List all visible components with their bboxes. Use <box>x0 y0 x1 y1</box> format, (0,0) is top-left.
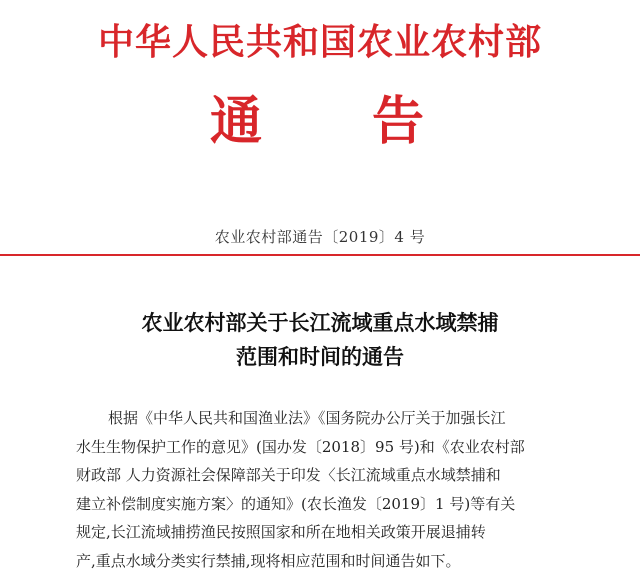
body-line: 建立补偿制度实施方案〉的通知》(农长渔发〔2019〕1 号)等有关 <box>76 494 516 513</box>
body-line: 水生生物保护工作的意见》(国办发〔2018〕95 号)和《农业农村部 <box>76 437 525 456</box>
organization-header: 中华人民共和国农业农村部 <box>97 21 542 63</box>
body-line: 根据《中华人民共和国渔业法》《国务院办公厅关于加强长江 <box>108 409 506 427</box>
document-title-line-2: 范围和时间的通告 <box>236 344 404 369</box>
document-number: 农业农村部通告〔2019〕4 号 <box>214 228 426 246</box>
notice-char-tong: 通 <box>210 91 263 152</box>
notice-char-gao: 告 <box>372 91 425 152</box>
red-divider-line <box>0 254 640 256</box>
notice-heading <box>0 92 640 152</box>
document-title-line-1: 农业农村部关于长江流域重点水域禁捕 <box>141 310 499 335</box>
body-line: 财政部 人力资源社会保障部关于印发〈长江流域重点水域禁捕和 <box>76 466 501 485</box>
body-paragraph <box>76 404 576 576</box>
document-title <box>0 306 640 374</box>
body-line: 规定,长江流域捕捞渔民按照国家和所在地相关政策开展退捕转 <box>76 523 486 542</box>
body-line: 产,重点水域分类实行禁捕,现将相应范围和时间通告如下。 <box>76 551 461 570</box>
